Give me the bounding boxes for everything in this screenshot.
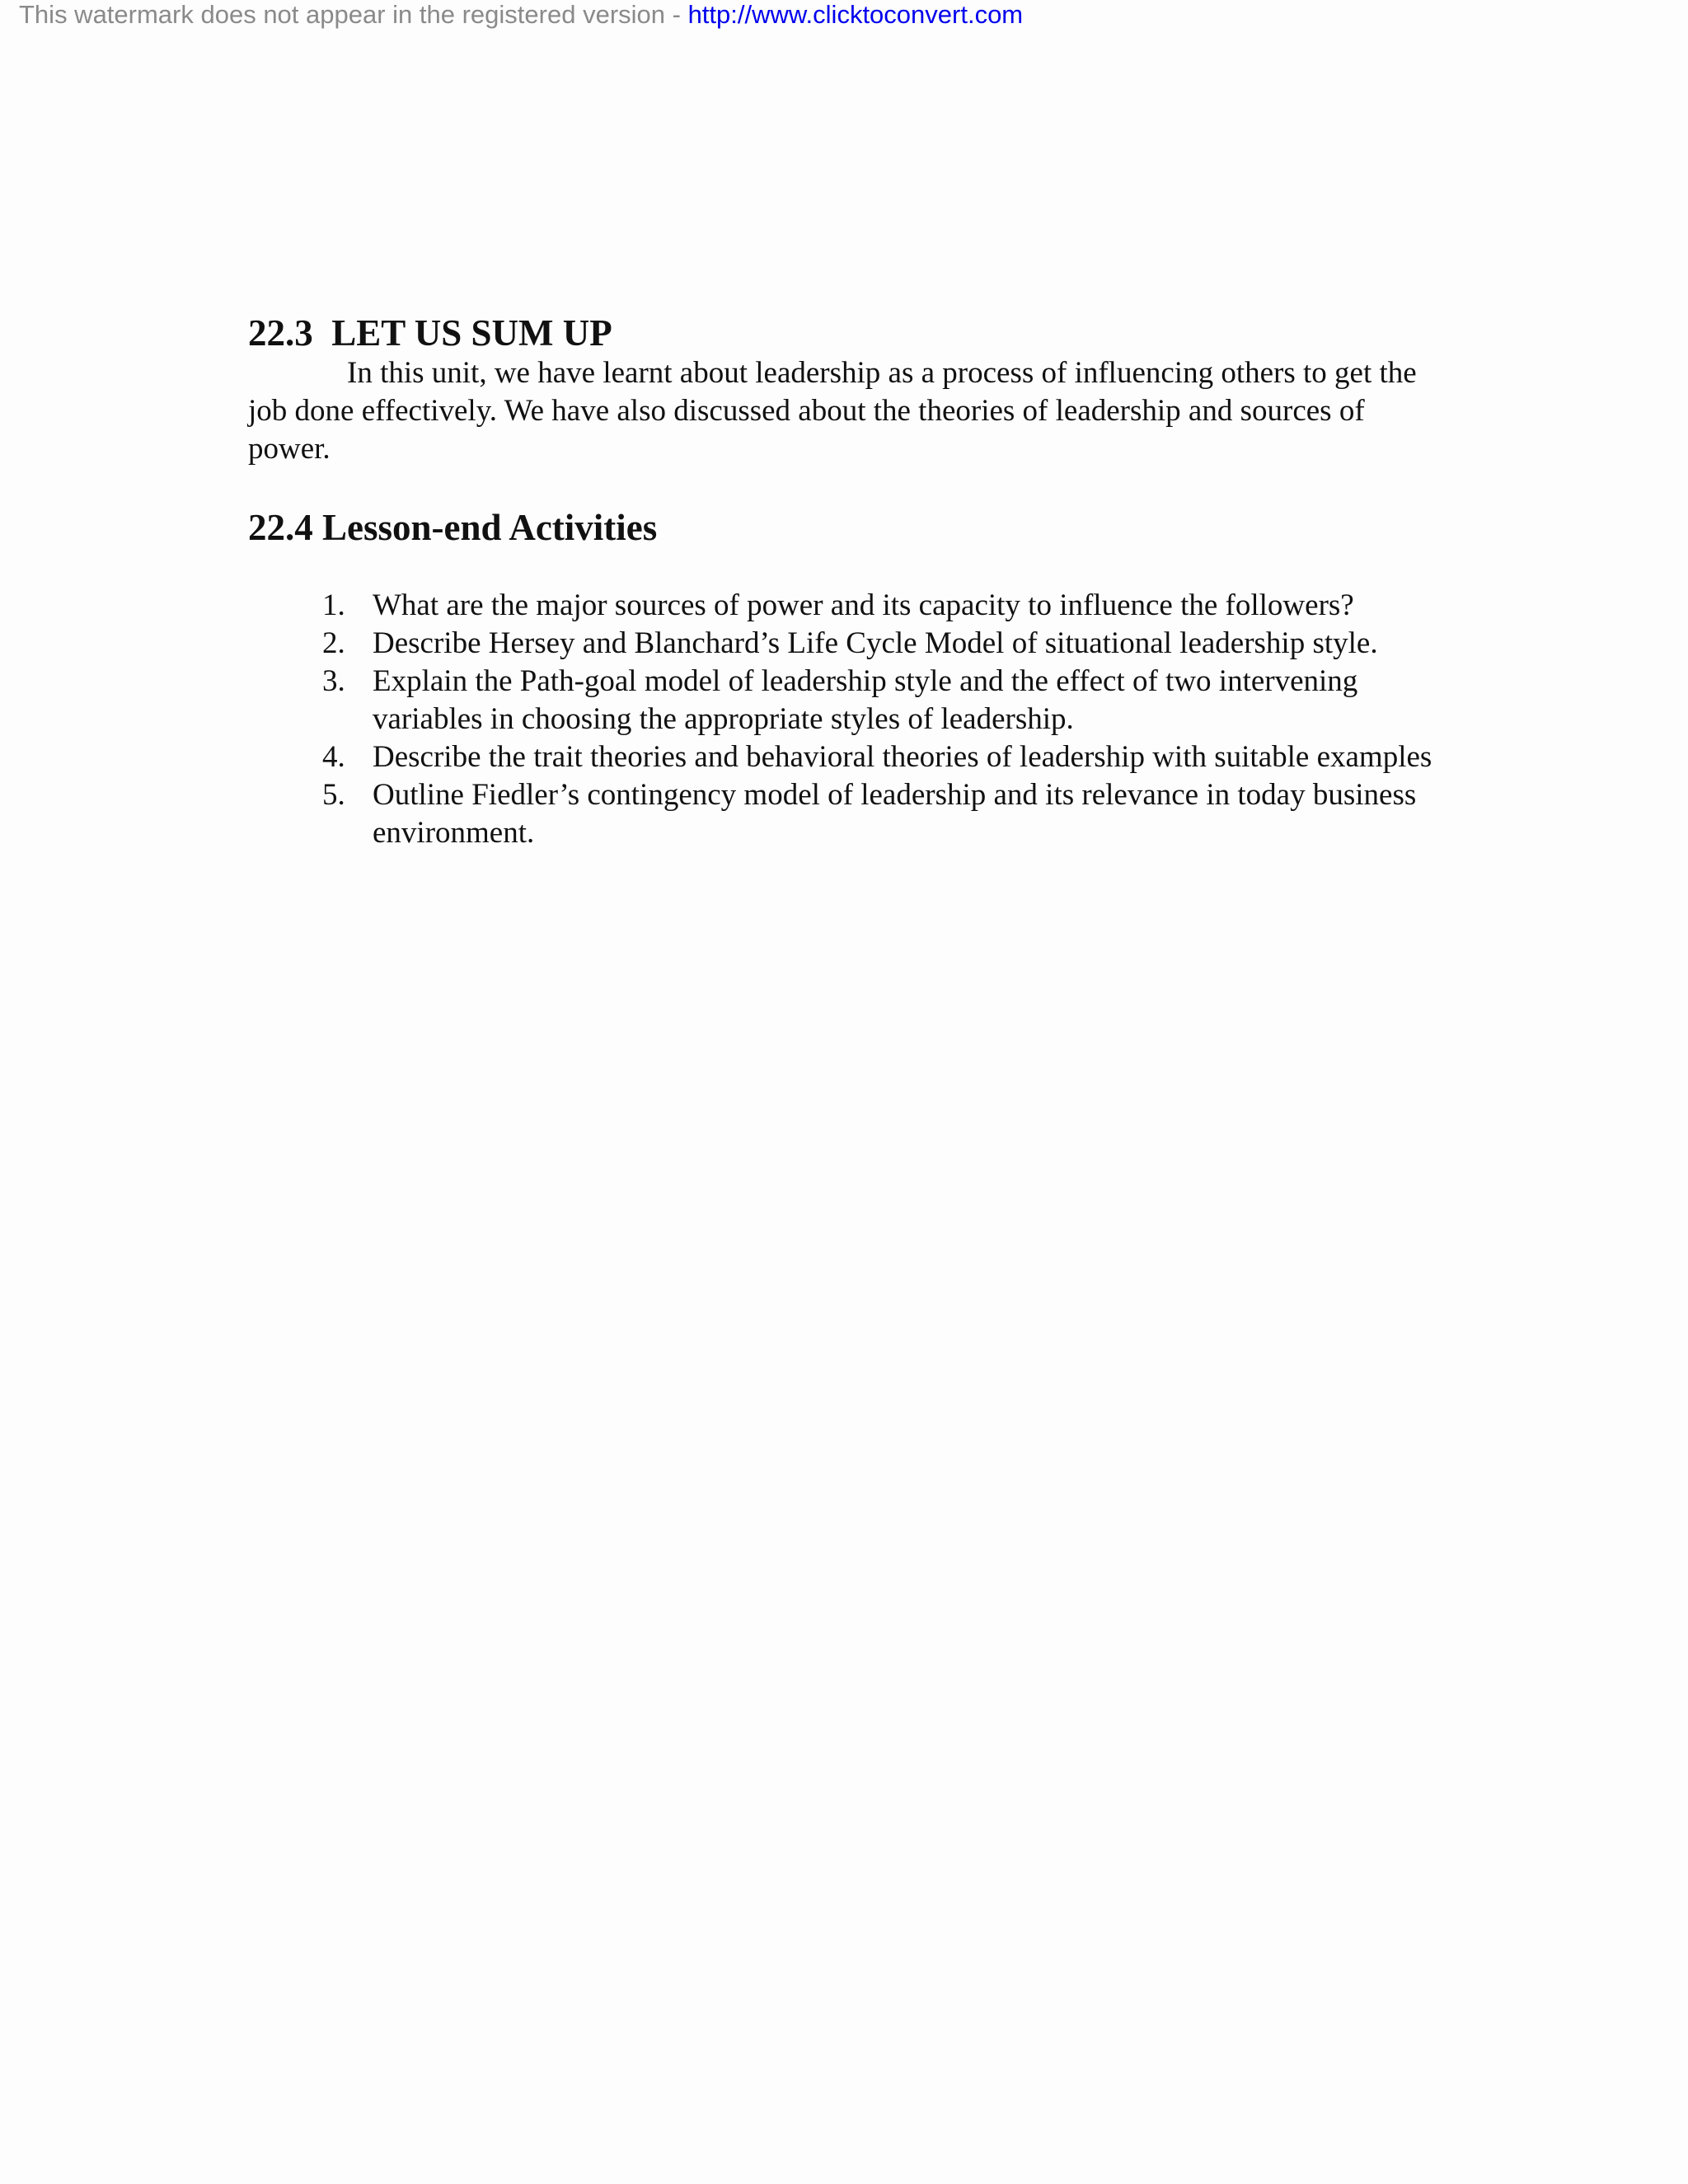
list-item	[248, 587, 1451, 625]
watermark-link[interactable]: http://www.clicktoconvert.com	[687, 0, 1024, 29]
list-item-text: Describe Hersey and Blanchard’s Life Cycle Model of situational leadership style.	[373, 626, 1378, 660]
watermark	[19, 0, 1023, 30]
list-item	[248, 776, 1451, 852]
list-item	[248, 625, 1451, 663]
list-item-number: 4.	[322, 740, 345, 774]
section-heading-sum-up: 22.3 LET US SUM UP	[248, 312, 612, 354]
list-item	[248, 663, 1451, 738]
list-item-text: Describe the trait theories and behavioral theories of leadership with suitable examples	[373, 740, 1432, 774]
list-item-text: Outline Fiedler’s contingency model of leadership and its relevance in today business environment.	[373, 778, 1417, 850]
activities-list	[248, 587, 1451, 852]
watermark-text: This watermark does not appear in the registered version -	[19, 0, 688, 29]
list-item-text: What are the major sources of power and its capacity to influence the followers?	[373, 588, 1354, 622]
section-heading-activities: 22.4 Lesson-end Activities	[248, 507, 658, 548]
list-item-number: 3.	[322, 664, 345, 698]
summary-paragraph: In this unit, we have learnt about leadership as a process of influencing others to get the job done effectively. We have also discussed about the theories of leadership and sources of power.	[248, 356, 1417, 466]
list-item	[248, 738, 1451, 776]
list-item-number: 2.	[322, 626, 345, 660]
document-page	[248, 312, 1451, 852]
list-item-text: Explain the Path-goal model of leadership style and the effect of two intervening variables in choosing the appropriate styles of leadership.	[373, 664, 1358, 736]
list-item-number: 1.	[322, 588, 345, 622]
list-item-number: 5.	[322, 778, 345, 812]
